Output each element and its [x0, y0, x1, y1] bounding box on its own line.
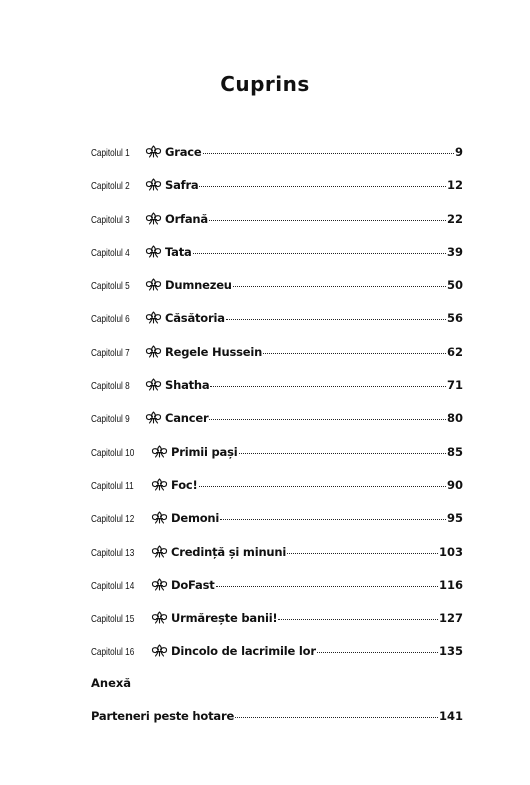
dot-leader — [278, 619, 438, 620]
chapter-label: Capitolul 16 — [91, 646, 135, 659]
dot-leader — [193, 253, 446, 254]
fleur-de-lis-icon — [141, 345, 165, 358]
toc-entry — [91, 176, 463, 209]
dot-leader — [209, 220, 446, 221]
page-number: 9 — [454, 145, 463, 159]
page-number: 90 — [446, 477, 463, 492]
page-number: 12 — [446, 178, 463, 193]
fleur-de-lis-icon — [141, 212, 165, 225]
page-number: 116 — [438, 577, 463, 592]
fleur-de-lis-icon — [141, 278, 165, 291]
fleur-de-lis-icon — [141, 145, 165, 158]
annex-heading: Anexă — [91, 675, 132, 690]
dot-leader — [287, 553, 438, 554]
chapter-title: Dincolo de lacrimile lor — [171, 644, 316, 659]
fleur-de-lis-icon — [147, 445, 171, 458]
fleur-de-lis-icon — [141, 411, 165, 424]
toc-entry — [91, 409, 463, 442]
dot-leader — [317, 652, 438, 653]
table-of-contents — [91, 143, 463, 742]
appendix-title: Parteneri peste hotare — [91, 709, 235, 724]
dot-leader — [210, 386, 446, 387]
chapter-label: Capitolul 14 — [91, 579, 135, 592]
fleur-de-lis-icon — [147, 644, 171, 657]
chapter-title: Regele Hussein — [165, 344, 263, 359]
chapter-title: Căsătoria — [165, 311, 225, 326]
page-number: 71 — [446, 378, 463, 393]
toc-entry — [91, 576, 463, 609]
page-number: 141 — [438, 709, 463, 724]
chapter-label: Capitolul 6 — [91, 313, 130, 326]
fleur-de-lis-icon — [147, 478, 171, 491]
dot-leader — [233, 286, 446, 287]
chapter-title: Demoni — [171, 511, 220, 526]
page-number: 103 — [438, 544, 463, 559]
page-number: 22 — [446, 211, 463, 226]
chapter-label: Capitolul 1 — [91, 147, 130, 159]
fleur-de-lis-icon — [147, 611, 171, 624]
toc-entry — [91, 210, 463, 243]
chapter-label: Capitolul 5 — [91, 280, 130, 293]
toc-entry — [91, 642, 463, 675]
dot-leader — [216, 586, 438, 587]
chapter-title: Urmărește banii! — [171, 611, 278, 626]
chapter-title: Foc! — [171, 477, 198, 492]
dot-leader — [203, 153, 454, 154]
fleur-de-lis-icon — [141, 245, 165, 258]
chapter-label: Capitolul 2 — [91, 180, 130, 193]
chapter-label: Capitolul 12 — [91, 513, 135, 526]
dot-leader — [209, 419, 446, 420]
dot-leader — [239, 453, 446, 454]
chapter-label: Capitolul 11 — [91, 479, 134, 492]
toc-entry — [91, 709, 463, 742]
chapter-label: Capitolul 15 — [91, 613, 135, 626]
dot-leader — [220, 519, 446, 520]
page-number: 127 — [438, 611, 463, 626]
dot-leader — [226, 319, 446, 320]
chapter-label: Capitolul 7 — [91, 346, 130, 359]
chapter-title: Cancer — [165, 411, 209, 426]
toc-entry — [91, 309, 463, 342]
fleur-de-lis-icon — [147, 545, 171, 558]
page-number: 56 — [446, 311, 463, 326]
chapter-title: Dumnezeu — [165, 278, 232, 293]
toc-entry — [91, 609, 463, 642]
toc-entry — [91, 509, 463, 542]
toc-entry — [91, 543, 463, 576]
fleur-de-lis-icon — [147, 578, 171, 591]
fleur-de-lis-icon — [147, 511, 171, 524]
page-number: 95 — [446, 511, 463, 526]
toc-entry — [91, 376, 463, 409]
chapter-label: Capitolul 9 — [91, 413, 130, 426]
page-title: Cuprins — [220, 72, 310, 96]
chapter-label: Capitolul 8 — [91, 380, 130, 393]
toc-entry — [91, 143, 463, 176]
toc-entry — [91, 276, 463, 309]
fleur-de-lis-icon — [141, 178, 165, 191]
fleur-de-lis-icon — [141, 311, 165, 324]
chapter-title: DoFast — [171, 577, 215, 592]
dot-leader — [263, 353, 446, 354]
dot-leader — [199, 186, 446, 187]
chapter-label: Capitolul 3 — [91, 213, 130, 226]
page-number: 62 — [446, 344, 463, 359]
toc-entry — [91, 243, 463, 276]
page-number: 50 — [446, 278, 463, 293]
dot-leader — [199, 486, 446, 487]
page-number: 80 — [446, 411, 463, 426]
page-number: 135 — [438, 644, 463, 659]
chapter-label: Capitolul 10 — [91, 446, 135, 459]
dot-leader — [235, 717, 438, 718]
chapter-title: Safra — [165, 178, 199, 193]
page-number: 85 — [446, 444, 463, 459]
chapter-title: Primii pași — [171, 444, 238, 459]
page-number: 39 — [446, 244, 463, 259]
chapter-title: Grace — [165, 145, 202, 159]
chapter-title: Shatha — [165, 378, 210, 393]
toc-entry — [91, 476, 463, 509]
chapter-label: Capitolul 4 — [91, 246, 130, 259]
chapter-title: Tata — [165, 244, 192, 259]
chapter-title: Credință și minuni — [171, 544, 287, 559]
toc-entry — [91, 443, 463, 476]
chapter-label: Capitolul 13 — [91, 546, 135, 559]
chapter-title: Orfană — [165, 211, 208, 226]
fleur-de-lis-icon — [141, 378, 165, 391]
toc-entry — [91, 343, 463, 376]
